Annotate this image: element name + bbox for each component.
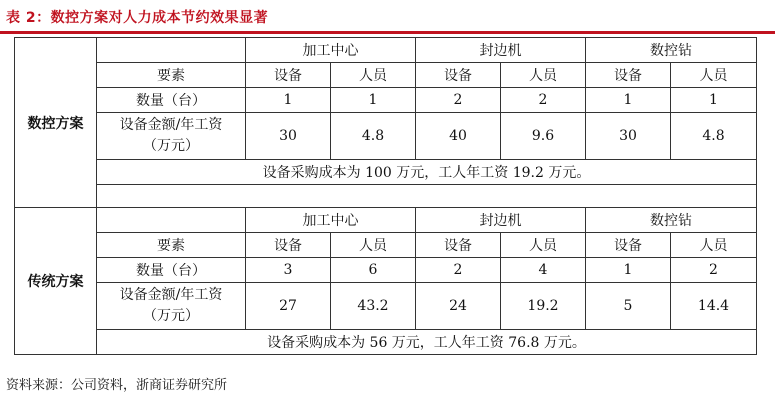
- table-cell: 5: [586, 283, 671, 330]
- summary-text: 设备采购成本为 100 万元，工人年工资 19.2 万元。: [97, 160, 757, 185]
- table-cell: 1: [586, 88, 671, 113]
- person-header: 人员: [501, 63, 586, 88]
- person-header: 人员: [331, 233, 416, 258]
- factor-header-row: [15, 233, 757, 258]
- table-cell: 2: [501, 88, 586, 113]
- row-label-line: 设备金额/年工资: [119, 287, 223, 303]
- row-label: 数量（台）: [97, 88, 246, 113]
- person-header: 人员: [331, 63, 416, 88]
- source-note: 资料来源：公司资料，浙商证券研究所: [6, 378, 228, 393]
- row-label-line: 设备金额/年工资: [119, 117, 223, 133]
- table-cell: 19.2: [501, 283, 586, 330]
- cost-comparison-table: [14, 37, 757, 355]
- table-cell: 2: [416, 258, 501, 283]
- table-cell: 30: [586, 113, 671, 160]
- section-label: 数控方案: [15, 38, 97, 208]
- table-cell: 4: [501, 258, 586, 283]
- machine-name: 加工中心: [246, 38, 416, 63]
- row-label: [97, 113, 246, 160]
- table-cell: 9.6: [501, 113, 586, 160]
- factor-header: 要素: [97, 63, 246, 88]
- summary-row: [15, 160, 757, 185]
- device-header: 设备: [246, 63, 331, 88]
- factor-header: 要素: [97, 233, 246, 258]
- summary-text: 设备采购成本为 56 万元，工人年工资 76.8 万元。: [97, 330, 757, 355]
- table-cell: 24: [416, 283, 501, 330]
- table-cell: 6: [331, 258, 416, 283]
- table-title: 表 2：数控方案对人力成本节约效果显著: [6, 10, 269, 26]
- table-row: [15, 88, 757, 113]
- row-label-line: （万元）: [143, 138, 199, 154]
- table-cell: 4.8: [331, 113, 416, 160]
- machine-header-row: [15, 208, 757, 233]
- table-cell: 1: [671, 88, 757, 113]
- title-rule: [0, 31, 775, 34]
- table-row: [15, 113, 757, 160]
- person-header: 人员: [671, 63, 757, 88]
- device-header: 设备: [416, 233, 501, 258]
- row-label: 数量（台）: [97, 258, 246, 283]
- device-header: 设备: [416, 63, 501, 88]
- person-header: 人员: [501, 233, 586, 258]
- table-cell: 1: [586, 258, 671, 283]
- machine-header-row: [15, 38, 757, 63]
- device-header: 设备: [586, 63, 671, 88]
- table-cell: 2: [416, 88, 501, 113]
- table-cell: 1: [331, 88, 416, 113]
- table-cell: 30: [246, 113, 331, 160]
- empty-cell: [97, 38, 246, 63]
- person-header: 人员: [671, 233, 757, 258]
- table-cell: 2: [671, 258, 757, 283]
- table-cell: 27: [246, 283, 331, 330]
- factor-header-row: [15, 63, 757, 88]
- machine-name: 加工中心: [246, 208, 416, 233]
- machine-name: 封边机: [416, 38, 586, 63]
- spacer-row: [15, 185, 757, 208]
- section-label: 传统方案: [15, 208, 97, 355]
- table-cell: 40: [416, 113, 501, 160]
- empty-cell: [97, 208, 246, 233]
- device-header: 设备: [246, 233, 331, 258]
- summary-row: [15, 330, 757, 355]
- table-row: [15, 283, 757, 330]
- spacer-cell: [97, 185, 757, 208]
- machine-name: 封边机: [416, 208, 586, 233]
- row-label-line: （万元）: [143, 308, 199, 324]
- table-cell: 3: [246, 258, 331, 283]
- table-cell: 4.8: [671, 113, 757, 160]
- machine-name: 数控钻: [586, 38, 757, 63]
- device-header: 设备: [586, 233, 671, 258]
- table-cell: 1: [246, 88, 331, 113]
- table-row: [15, 258, 757, 283]
- row-label: [97, 283, 246, 330]
- table-cell: 43.2: [331, 283, 416, 330]
- table-cell: 14.4: [671, 283, 757, 330]
- machine-name: 数控钻: [586, 208, 757, 233]
